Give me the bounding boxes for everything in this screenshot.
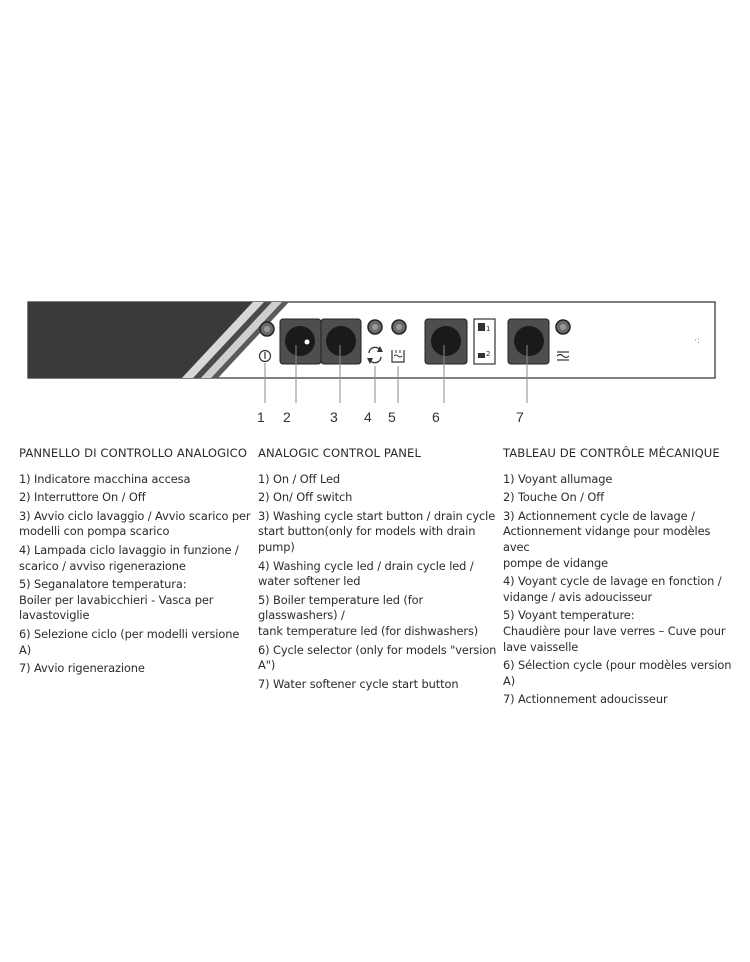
legend-item xyxy=(19,543,251,574)
legend-item-line: 4) Washing cycle led / drain cycle led / xyxy=(258,558,474,573)
svg-text:2: 2 xyxy=(486,350,491,358)
legend-item xyxy=(503,509,735,571)
cycle-selector xyxy=(425,319,467,364)
callout-3: 3 xyxy=(330,409,338,425)
legend-item xyxy=(19,661,251,677)
legend-item xyxy=(503,658,735,689)
legend-item-line: 1) On / Off Led xyxy=(258,471,341,486)
on-off-led xyxy=(260,322,274,336)
legend-list xyxy=(258,472,498,693)
callout-2: 2 xyxy=(283,409,291,425)
legend-item-line: 5) Boiler temperature led (for glasswashers) / xyxy=(258,592,424,623)
svg-text:1: 1 xyxy=(486,325,491,333)
callout-6: 6 xyxy=(432,409,440,425)
legend-item-line: 6) Selezione ciclo (per modelli versione A) xyxy=(19,626,240,657)
on-off-switch xyxy=(280,319,321,364)
legend-italian xyxy=(19,446,251,680)
legend-item xyxy=(503,608,735,655)
legend-item-line: 6) Sélection cycle (pour modèles version A) xyxy=(503,658,732,688)
legend-item-line: start button(only for models with drain pump) xyxy=(258,524,476,554)
legend-item-line: 2) Interruttore On / Off xyxy=(19,490,146,505)
legend-list xyxy=(19,472,251,677)
legend-heading: ANALOGIC CONTROL PANEL xyxy=(258,446,422,460)
legend-item-line: 6) Cycle selector (only for models "version A") xyxy=(258,642,497,673)
legend-item-line: 4) Lampada ciclo lavaggio in funzione / xyxy=(19,542,239,557)
legend-item xyxy=(503,490,735,506)
legend-item-line: water softener led xyxy=(258,574,361,589)
washing-cycle-led xyxy=(368,320,382,334)
softener-led xyxy=(556,320,570,334)
legend-item xyxy=(19,627,251,658)
legend-item xyxy=(503,472,735,488)
legend-item-line: 3) Avvio ciclo lavaggio / Avvio scarico per xyxy=(19,508,251,523)
legend-list xyxy=(503,472,735,708)
legend-item xyxy=(19,577,251,624)
legend-item-line: vidange / avis adoucisseur xyxy=(503,589,653,604)
legend-item xyxy=(19,472,251,488)
legend-english xyxy=(258,446,498,695)
legend-item xyxy=(258,509,498,556)
legend-item xyxy=(258,677,498,693)
legend-item xyxy=(19,490,251,506)
control-panel-diagram xyxy=(0,290,750,430)
legend-item-line: modelli con pompa scarico xyxy=(19,524,170,539)
legend-item-line: 2) Touche On / Off xyxy=(503,490,605,505)
temperature-led xyxy=(392,320,406,334)
legend-french xyxy=(503,446,735,711)
callout-7: 7 xyxy=(516,409,524,425)
selector-icon xyxy=(474,319,495,364)
legend-item xyxy=(503,574,735,605)
callout-4: 4 xyxy=(364,409,372,425)
legend-item-line: Boiler per lavabicchieri - Vasca per xyxy=(19,592,214,607)
legend-item xyxy=(503,692,735,708)
legend-item xyxy=(258,643,498,674)
legend-heading: TABLEAU DE CONTRÔLE MÉCANIQUE xyxy=(503,446,720,460)
legend-item-line: scarico / avviso rigenerazione xyxy=(19,558,186,573)
legend-item xyxy=(258,490,498,506)
legend-item-line: 3) Actionnement cycle de lavage / xyxy=(503,508,695,523)
legend-item-line: 3) Washing cycle start button / drain cycle xyxy=(258,508,496,523)
legend-item-line: Chaudière pour lave verres – Cuve pour xyxy=(503,623,726,638)
legend-item xyxy=(19,509,251,540)
legend-item xyxy=(258,559,498,590)
legend-item-line: 5) Voyant temperature: xyxy=(503,608,635,623)
legend-item xyxy=(258,593,498,640)
legend-item-line: 5) Seganalatore temperatura: xyxy=(19,577,187,592)
washing-cycle-button xyxy=(321,319,361,364)
legend-item-line: lavastoviglie xyxy=(19,608,90,623)
legend-item-line: 7) Actionnement adoucisseur xyxy=(503,692,668,707)
callout-1: 1 xyxy=(257,409,265,425)
legend-item-line: pompe de vidange xyxy=(503,555,608,570)
legend-item-line: 1) Voyant allumage xyxy=(503,471,613,486)
legend-item-line: Actionnement vidange pour modèles avec xyxy=(503,524,711,554)
panel-mark: ·: xyxy=(694,336,700,346)
legend-item-line: 7) Avvio rigenerazione xyxy=(19,661,145,676)
callout-5: 5 xyxy=(388,409,396,425)
legend-heading: PANNELLO DI CONTROLLO ANALOGICO xyxy=(19,446,248,460)
water-softener-button xyxy=(508,319,549,364)
legend-item-line: 7) Water softener cycle start button xyxy=(258,676,459,691)
legend-item-line: lave vaisselle xyxy=(503,639,579,654)
legend-item-line: 4) Voyant cycle de lavage en fonction / xyxy=(503,574,722,589)
legend-item xyxy=(258,472,498,488)
legend-item-line: tank temperature led (for dishwashers) xyxy=(258,623,479,638)
legend-item-line: 1) Indicatore macchina accesa xyxy=(19,471,191,486)
legend-item-line: 2) On/ Off switch xyxy=(258,490,353,505)
